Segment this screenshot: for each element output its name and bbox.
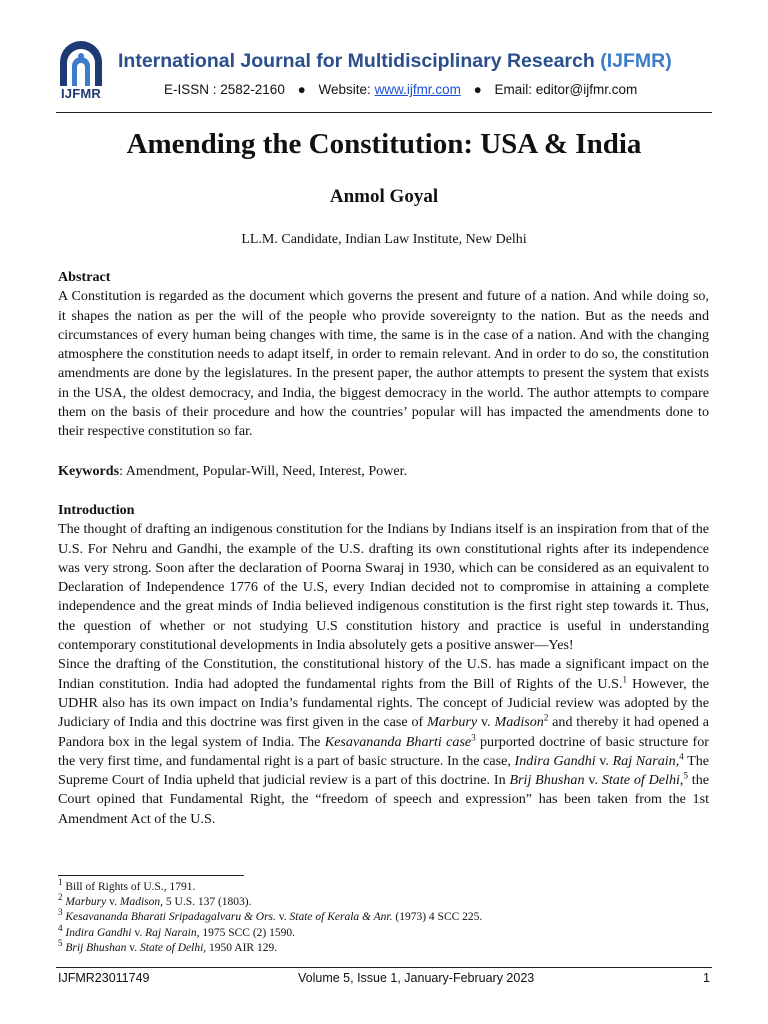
footnote-ref-1[interactable]: 1 xyxy=(622,673,627,684)
abstract-text: A Constitution is regarded as the document which governs the present and future of a nation. And while doing so, it shapes the nation as per the will of the people who provide sovereignty to the nation. But as the needs and circumstances of every human being changes with time, the same is in the case of a nation. And with the changing atmosphere the constitution needs to adapt itself, in order to remain relevant. And in order to do so, the constitution amendments are done by the legislatures. In the present paper, the author attempts to present the system that exists in the USA, the oldest democracy, and India, the biggest democracy in the world. The author attempts to compare them on the basis of their procedure and how the countries’ popular will has impacted the amendments done to their respective constitution so far. xyxy=(58,288,709,440)
footnote-2: $^2$ Marbury v. Madison, 5 U.S. 137 (1803). xyxy=(58,892,252,909)
journal-abbr: (IJFMR) xyxy=(600,50,672,72)
issn: E-ISSN : 2582-2160 xyxy=(164,82,285,97)
keywords xyxy=(58,462,709,481)
footnotes xyxy=(58,877,709,956)
footnote-divider xyxy=(58,875,244,876)
footnote-ref-3[interactable]: 3 xyxy=(471,731,476,742)
journal-logo xyxy=(56,40,106,102)
footnote-3: $^3$ Kesavananda Bharati Sripadagalvaru & Ors. v. State of Kerala & Anr. (1973) 4 SCC 225. xyxy=(58,907,483,924)
website-label: Website: xyxy=(318,82,371,97)
journal-title xyxy=(118,50,672,73)
page-number: 1 xyxy=(703,971,710,985)
volume-issue: Volume 5, Issue 1, January-February 2023 xyxy=(298,971,535,985)
journal-name: International Journal for Multidisciplinary Research xyxy=(118,50,595,72)
keywords-label: Keywords xyxy=(58,462,120,479)
footnote-4: $^4$ Indira Gandhi v. Raj Narain, 1975 SCC (2) 1590. xyxy=(58,922,295,939)
abstract-heading: Abstract xyxy=(58,269,111,285)
footnote-ref-4[interactable]: 4 xyxy=(679,751,684,762)
website-link[interactable]: www.ijfmr.com xyxy=(374,82,461,97)
introduction-para-1: The thought of drafting an indigenous constitution for the Indians by Indians itself is an inspiration from that of the U.S. For Nehru and Gandhi, the example of the U.S. drafting its own constitutional rights after its independence was very strong. Soon after the declaration of Poorna Swaraj in 1930, which can be considered as an equivalent to Declaration of Independence 1776 of the U.S, every Indian decided not to compromise in attaining a complete independence and the great minds of India believed indigenous constitution is the first right step towards it. Thus, the question of whether or not studying U.S constitution history and practice is useful in understanding contemporary constitutional developments in India absolutely gets a positive answer—Yes! xyxy=(58,521,709,654)
footer-divider xyxy=(56,967,712,968)
journal-contact-line xyxy=(164,82,637,97)
footnote-ref-5[interactable]: 5 xyxy=(683,770,688,781)
page-footer xyxy=(58,971,710,989)
author-affiliation: LL.M. Candidate, Indian Law Institute, New Delhi xyxy=(241,232,527,247)
paper-author: Anmol Goyal xyxy=(329,186,439,207)
header-divider xyxy=(56,112,712,113)
journal-header xyxy=(56,40,712,110)
footnote-5: $^5$ Brij Bhushan v. State of Delhi, 1950 AIR 129. xyxy=(58,937,278,954)
paper-id: IJFMR23011749 xyxy=(58,971,150,985)
paper-body xyxy=(58,268,709,829)
footnote-1: $^1$ Bill of Rights of U.S., 1791. xyxy=(58,877,196,893)
logo-wordmark: IJFMR xyxy=(61,86,101,101)
introduction-heading: Introduction xyxy=(58,501,135,518)
paper-title: Amending the Constitution: USA & India xyxy=(126,128,642,160)
bullet-separator: ● xyxy=(473,82,482,97)
bullet-separator: ● xyxy=(297,82,306,97)
footnote-ref-2[interactable]: 2 xyxy=(543,712,549,723)
keywords-text: : Amendment, Popular-Will, Need, Interest, Power. xyxy=(119,462,408,479)
introduction-para-2: Since the drafting of the Constitution, the constitutional history of the U.S. has made a significant impact on the Indian constitution. India had adopted the fundamental rights from the Bill of Rights of the U.S.$^1$ However, the UDHR also has its own impact on India’s fundamental rights. The concept of Judicial review was adopted by the Judiciary of India and this doctrine was first given in the case of Marbury v. Madison$^2$ and thereby it had opened a Pandora box in the legal system of India. The Kesavananda Bharti case$^3$ purported doctrine of basic structure for the very first time, and fundamental right is a part of basic structure. In the case, Indira Gandhi v. Raj Narain,$^4$ The Supreme Court of India upheld that judicial review is a part of this doctrine. In Brij Bhushan v. State of Delhi,$^5$ the Court opined that Fundamental Right, the “freedom of speech and expression” has been taken from the 1st Amendment Act of the U.S. xyxy=(58,656,710,827)
email: Email: editor@ijfmr.com xyxy=(494,82,638,97)
logo-arch-icon xyxy=(56,40,106,88)
